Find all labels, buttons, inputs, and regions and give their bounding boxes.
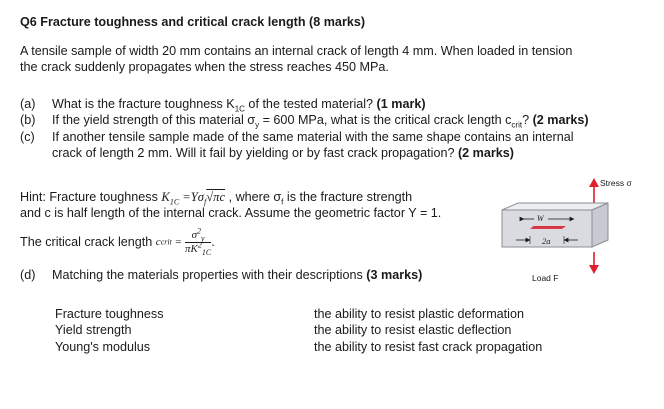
- num-sup: 2: [197, 226, 202, 236]
- width-label: W: [537, 214, 544, 223]
- part-b-text-pre: If the yield strength of this material σ: [52, 113, 256, 127]
- hint-formula-f-sub: f: [204, 197, 207, 207]
- den-pik: πK: [184, 243, 198, 255]
- property-1: Fracture toughness: [55, 307, 164, 321]
- property-3: Young's modulus: [55, 340, 151, 354]
- crack-label: 2a: [542, 236, 551, 246]
- part-c-line-1: [20, 130, 574, 145]
- hint-formula-root: √πc: [206, 190, 226, 204]
- description-3: the ability to resist fast crack propagation: [314, 340, 543, 354]
- hint-line3-pre: The critical crack length: [20, 235, 156, 249]
- hint-crit-eq: =: [171, 236, 182, 248]
- hint-line1-sub: f: [281, 197, 284, 207]
- crack-mark: [530, 226, 566, 229]
- hint-line1-post: , where σ: [225, 190, 282, 204]
- part-d-label: (d): [20, 268, 36, 282]
- part-b-sub-y: y: [255, 120, 260, 130]
- part-d-marks: (3 marks): [366, 268, 423, 282]
- part-c-marks: (2 marks): [457, 146, 514, 160]
- part-a-text-post: of the tested material?: [244, 97, 377, 111]
- part-b-text-post: ?: [522, 113, 533, 127]
- fraction-denominator: [184, 240, 212, 258]
- hint-crit-sub: crit: [160, 237, 172, 247]
- den-sup: 2: [197, 240, 202, 250]
- stress-label: Stress σ: [600, 178, 632, 188]
- num-sub: y: [201, 234, 205, 244]
- hint-formula-rhs: =Yσ: [179, 190, 205, 204]
- part-b: [20, 113, 589, 128]
- description-2: the ability to resist elastic deflection: [314, 323, 512, 337]
- hint-formula-k-sub: 1C: [169, 197, 180, 207]
- part-c-line-2: [52, 146, 514, 161]
- hint-line-1: [20, 190, 412, 205]
- question-title: Q6 Fracture toughness and critical crack length (8 marks): [20, 15, 366, 29]
- intro-line-1: A tensile sample of width 20 mm contains an internal crack of length 4 mm. When loaded in tension: [20, 44, 573, 58]
- part-c-line2: crack of length 2 mm. Will it fail by yielding or by fast crack propagation?: [52, 146, 458, 160]
- part-a-marks: (1 mark): [376, 97, 426, 111]
- part-c-line1: If another tensile sample made of the same material with the same shape contains an internal: [52, 130, 574, 144]
- hint-line-3: [20, 226, 215, 258]
- den-sub: 1C: [201, 248, 212, 258]
- tensile-sample-diagram: [490, 170, 650, 290]
- load-arrow-down-icon: [589, 252, 599, 274]
- part-a-text-pre: What is the fracture toughness K: [52, 97, 235, 111]
- hint-crit-c: c: [155, 236, 161, 248]
- num-sigma: σ: [191, 229, 198, 241]
- part-a: [20, 97, 426, 112]
- part-b-marks: (2 marks): [532, 113, 589, 127]
- part-b-sub-crit: crit: [511, 120, 523, 130]
- load-label: Load F: [532, 273, 559, 283]
- part-a-sub: 1C: [234, 104, 245, 114]
- intro-line-2: the crack suddenly propagates when the stress reaches 450 MPa.: [20, 60, 389, 74]
- hint-line3-end: .: [211, 235, 215, 249]
- hint-crit-fraction: [184, 226, 212, 258]
- part-d: [20, 268, 422, 283]
- part-b-label: (b): [20, 113, 36, 127]
- part-d-text: Matching the materials properties with their descriptions: [52, 268, 367, 282]
- part-c-label: (c): [20, 130, 35, 144]
- diagram-svg: [490, 170, 650, 290]
- property-2: Yield strength: [55, 323, 132, 337]
- hint-line1-end: is the fracture strength: [283, 190, 413, 204]
- description-1: the ability to resist plastic deformation: [314, 307, 524, 321]
- part-a-label: (a): [20, 97, 36, 111]
- hint-formula-k: K: [161, 190, 170, 204]
- hint-line-2: and c is half length of the internal crack. Assume the geometric factor Y = 1.: [20, 206, 442, 220]
- stress-arrow-up-icon: [589, 178, 599, 204]
- hint-line1-pre: Hint: Fracture toughness: [20, 190, 162, 204]
- part-b-text-mid: = 600 MPa, what is the critical crack length c: [259, 113, 512, 127]
